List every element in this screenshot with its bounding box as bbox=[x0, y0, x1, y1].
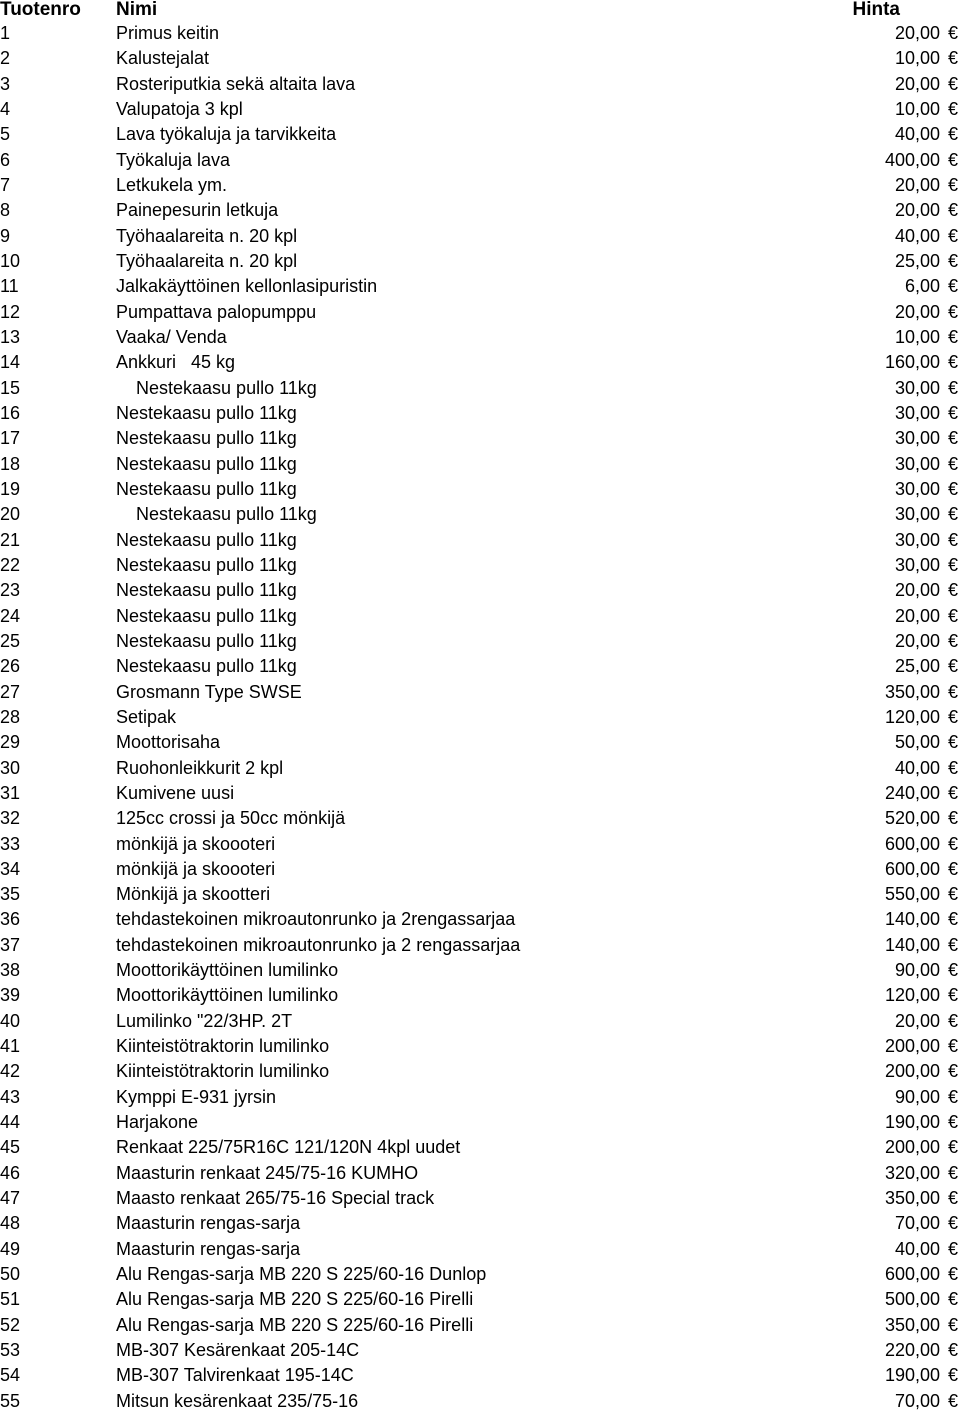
product-name: Alu Rengas-sarja MB 220 S 225/60-16 Pirelli bbox=[116, 1289, 474, 1310]
currency-symbol: € bbox=[947, 98, 958, 119]
product-name: Setipak bbox=[116, 706, 177, 727]
product-name: Kiinteistötraktorin lumilinko bbox=[116, 1061, 330, 1082]
product-price: 30,00 bbox=[894, 504, 940, 525]
product-price: 20,00 bbox=[894, 605, 940, 626]
currency-symbol: € bbox=[947, 250, 958, 271]
product-price: 550,00 bbox=[884, 884, 940, 905]
product-name: Alu Rengas-sarja MB 220 S 225/60-16 Dunlop bbox=[116, 1264, 487, 1285]
table-row bbox=[0, 528, 960, 553]
currency-symbol: € bbox=[947, 554, 958, 575]
product-name: Primus keitin bbox=[116, 23, 220, 43]
product-name: Nestekaasu pullo 11kg bbox=[116, 428, 297, 449]
product-name: Ankkuri 45 kg bbox=[116, 352, 236, 373]
product-price: 350,00 bbox=[884, 1188, 940, 1209]
header-price: Hinta bbox=[852, 0, 900, 20]
table-row bbox=[0, 1186, 960, 1211]
currency-symbol: € bbox=[947, 1188, 958, 1209]
table-row bbox=[0, 629, 960, 654]
currency-symbol: € bbox=[947, 1264, 958, 1285]
currency-symbol: € bbox=[947, 960, 958, 981]
product-number: 7 bbox=[0, 174, 11, 195]
product-number: 48 bbox=[0, 1213, 21, 1234]
product-price: 20,00 bbox=[894, 301, 940, 322]
product-name: Jalkakäyttöinen kellonlasipuristin bbox=[116, 276, 378, 297]
product-number: 45 bbox=[0, 1137, 21, 1158]
table-row bbox=[0, 97, 960, 122]
product-price: 20,00 bbox=[894, 580, 940, 601]
table-row bbox=[0, 300, 960, 325]
table-row bbox=[0, 1110, 960, 1135]
currency-symbol: € bbox=[947, 1314, 958, 1335]
product-price: 200,00 bbox=[884, 1061, 940, 1082]
product-price: 30,00 bbox=[894, 428, 940, 449]
product-name: Renkaat 225/75R16C 121/120N 4kpl uudet bbox=[116, 1137, 461, 1158]
currency-symbol: € bbox=[947, 884, 958, 905]
product-name: Kalustejalat bbox=[116, 48, 210, 69]
product-name: MB-307 Talvirenkaat 195-14C bbox=[116, 1365, 354, 1386]
product-name: Grosmann Type SWSE bbox=[116, 681, 302, 702]
product-price: 220,00 bbox=[884, 1340, 940, 1361]
product-number: 27 bbox=[0, 681, 21, 702]
product-number: 49 bbox=[0, 1238, 21, 1259]
product-name: MB-307 Kesärenkaat 205-14C bbox=[116, 1340, 360, 1361]
product-price: 30,00 bbox=[894, 478, 940, 499]
product-name: Maasturin rengas-sarja bbox=[116, 1213, 301, 1234]
product-price: 10,00 bbox=[894, 48, 940, 69]
currency-symbol: € bbox=[947, 428, 958, 449]
product-number: 25 bbox=[0, 630, 21, 651]
currency-symbol: € bbox=[947, 1036, 958, 1057]
product-price: 30,00 bbox=[894, 402, 940, 423]
currency-symbol: € bbox=[947, 909, 958, 930]
product-price: 30,00 bbox=[894, 377, 940, 398]
table-row bbox=[0, 958, 960, 983]
product-price: 140,00 bbox=[884, 909, 940, 930]
product-number: 46 bbox=[0, 1162, 21, 1183]
currency-symbol: € bbox=[947, 1112, 958, 1133]
product-number: 30 bbox=[0, 757, 21, 778]
table-row bbox=[0, 1389, 960, 1414]
product-price: 30,00 bbox=[894, 529, 940, 550]
currency-symbol: € bbox=[947, 1365, 958, 1386]
product-name: Moottorisaha bbox=[116, 732, 221, 753]
product-name: Pumpattava palopumppu bbox=[116, 301, 317, 322]
table-row bbox=[0, 1161, 960, 1186]
table-row bbox=[0, 21, 960, 46]
currency-symbol: € bbox=[947, 326, 958, 347]
table-row bbox=[0, 882, 960, 907]
product-number: 47 bbox=[0, 1188, 21, 1209]
table-row bbox=[0, 1085, 960, 1110]
table-row bbox=[0, 756, 960, 781]
product-number: 29 bbox=[0, 732, 21, 753]
currency-symbol: € bbox=[947, 174, 958, 195]
currency-symbol: € bbox=[947, 706, 958, 727]
table-row bbox=[0, 1059, 960, 1084]
product-name: Letkukela ym. bbox=[116, 174, 228, 195]
product-price: 600,00 bbox=[884, 858, 940, 879]
currency-symbol: € bbox=[947, 276, 958, 297]
table-row bbox=[0, 781, 960, 806]
product-price: 160,00 bbox=[884, 352, 940, 373]
product-name: Maasturin renkaat 245/75-16 KUMHO bbox=[116, 1162, 419, 1183]
product-number: 17 bbox=[0, 428, 21, 449]
product-number: 8 bbox=[0, 200, 11, 221]
table-row bbox=[0, 983, 960, 1008]
product-number: 13 bbox=[0, 326, 21, 347]
product-number: 3 bbox=[0, 73, 11, 94]
product-price: 20,00 bbox=[894, 630, 940, 651]
product-number: 36 bbox=[0, 909, 21, 930]
table-row bbox=[0, 578, 960, 603]
product-number: 15 bbox=[0, 377, 21, 398]
table-row bbox=[0, 46, 960, 71]
currency-symbol: € bbox=[947, 656, 958, 677]
currency-symbol: € bbox=[947, 1390, 958, 1411]
table-row bbox=[0, 198, 960, 223]
product-name: Rosteriputkia sekä altaita lava bbox=[116, 73, 356, 94]
table-row bbox=[0, 502, 960, 527]
product-number: 21 bbox=[0, 529, 21, 550]
table-row bbox=[0, 173, 960, 198]
product-name: Nestekaasu pullo 11kg bbox=[116, 504, 317, 525]
table-row bbox=[0, 705, 960, 730]
product-price: 40,00 bbox=[894, 225, 940, 246]
product-number: 39 bbox=[0, 985, 21, 1006]
product-name: Mitsun kesärenkaat 235/75-16 bbox=[116, 1390, 359, 1411]
product-number: 28 bbox=[0, 706, 21, 727]
product-price: 10,00 bbox=[894, 326, 940, 347]
currency-symbol: € bbox=[947, 124, 958, 145]
currency-symbol: € bbox=[947, 200, 958, 221]
currency-symbol: € bbox=[947, 48, 958, 69]
product-number: 10 bbox=[0, 250, 21, 271]
currency-symbol: € bbox=[947, 1010, 958, 1031]
product-number: 42 bbox=[0, 1061, 21, 1082]
currency-symbol: € bbox=[947, 1137, 958, 1158]
table-row bbox=[0, 376, 960, 401]
currency-symbol: € bbox=[947, 478, 958, 499]
table-row bbox=[0, 907, 960, 932]
currency-symbol: € bbox=[947, 808, 958, 829]
product-name: Valupatoja 3 kpl bbox=[116, 98, 243, 119]
product-number: 53 bbox=[0, 1340, 21, 1361]
currency-symbol: € bbox=[947, 681, 958, 702]
product-price: 30,00 bbox=[894, 554, 940, 575]
product-number: 52 bbox=[0, 1314, 21, 1335]
product-number: 50 bbox=[0, 1264, 21, 1285]
product-price: 600,00 bbox=[884, 1264, 940, 1285]
product-price: 350,00 bbox=[884, 1314, 940, 1335]
product-number: 14 bbox=[0, 352, 21, 373]
product-name: Nestekaasu pullo 11kg bbox=[116, 402, 297, 423]
table-row bbox=[0, 1237, 960, 1262]
product-name: Nestekaasu pullo 11kg bbox=[116, 554, 297, 575]
currency-symbol: € bbox=[947, 580, 958, 601]
product-number: 4 bbox=[0, 98, 11, 119]
currency-symbol: € bbox=[947, 858, 958, 879]
currency-symbol: € bbox=[947, 985, 958, 1006]
table-row bbox=[0, 1338, 960, 1363]
table-row bbox=[0, 72, 960, 97]
product-number: 11 bbox=[0, 276, 19, 297]
product-name: Työkaluja lava bbox=[116, 149, 231, 170]
table-row bbox=[0, 224, 960, 249]
product-name: 125cc crossi ja 50cc mönkijä bbox=[116, 808, 346, 829]
table-row bbox=[0, 426, 960, 451]
table-row bbox=[0, 806, 960, 831]
product-price: 350,00 bbox=[884, 681, 940, 702]
table-row bbox=[0, 1009, 960, 1034]
product-name: Lava työkaluja ja tarvikkeita bbox=[116, 124, 337, 145]
product-name: Mönkijä ja skootteri bbox=[116, 884, 271, 905]
product-name: Nestekaasu pullo 11kg bbox=[116, 529, 297, 550]
product-number: 54 bbox=[0, 1365, 21, 1386]
table-row bbox=[0, 553, 960, 578]
currency-symbol: € bbox=[947, 504, 958, 525]
table-row bbox=[0, 1262, 960, 1287]
product-name: Nestekaasu pullo 11kg bbox=[116, 377, 317, 398]
product-number: 43 bbox=[0, 1086, 21, 1107]
product-name: Nestekaasu pullo 11kg bbox=[116, 605, 297, 626]
product-price: 30,00 bbox=[894, 453, 940, 474]
product-number: 16 bbox=[0, 402, 21, 423]
product-price: 20,00 bbox=[894, 23, 940, 43]
table-row bbox=[0, 350, 960, 375]
product-price: 6,00 bbox=[904, 276, 940, 297]
currency-symbol: € bbox=[947, 1238, 958, 1259]
product-name: mönkijä ja skoooteri bbox=[116, 858, 276, 879]
currency-symbol: € bbox=[947, 225, 958, 246]
product-number: 23 bbox=[0, 580, 21, 601]
product-name: Kiinteistötraktorin lumilinko bbox=[116, 1036, 330, 1057]
product-price: 20,00 bbox=[894, 174, 940, 195]
product-number: 35 bbox=[0, 884, 21, 905]
product-price: 90,00 bbox=[894, 1086, 940, 1107]
table-row bbox=[0, 452, 960, 477]
currency-symbol: € bbox=[947, 605, 958, 626]
product-number: 34 bbox=[0, 858, 21, 879]
product-price: 40,00 bbox=[894, 1238, 940, 1259]
product-price: 520,00 bbox=[884, 808, 940, 829]
table-row bbox=[0, 122, 960, 147]
product-number: 20 bbox=[0, 504, 21, 525]
product-number: 2 bbox=[0, 48, 11, 69]
currency-symbol: € bbox=[947, 1086, 958, 1107]
product-price: 20,00 bbox=[894, 200, 940, 221]
currency-symbol: € bbox=[947, 630, 958, 651]
header-name: Nimi bbox=[116, 0, 158, 20]
product-name: Nestekaasu pullo 11kg bbox=[116, 656, 297, 677]
product-price: 70,00 bbox=[894, 1213, 940, 1234]
product-number: 44 bbox=[0, 1112, 21, 1133]
product-name: Ruohonleikkurit 2 kpl bbox=[116, 757, 284, 778]
product-name: Nestekaasu pullo 11kg bbox=[116, 580, 297, 601]
product-number: 41 bbox=[0, 1036, 21, 1057]
product-name: Harjakone bbox=[116, 1112, 199, 1133]
table-row bbox=[0, 1135, 960, 1160]
item-list bbox=[0, 21, 960, 1414]
table-row bbox=[0, 1034, 960, 1059]
table-row bbox=[0, 1287, 960, 1312]
product-name: Moottorikäyttöinen lumilinko bbox=[116, 960, 339, 981]
product-number: 1 bbox=[0, 23, 11, 43]
product-name: Kumivene uusi bbox=[116, 782, 235, 803]
table-row bbox=[0, 1363, 960, 1388]
product-number: 6 bbox=[0, 149, 11, 170]
table-row bbox=[0, 857, 960, 882]
currency-symbol: € bbox=[947, 1162, 958, 1183]
currency-symbol: € bbox=[947, 352, 958, 373]
product-number: 33 bbox=[0, 833, 21, 854]
table-row bbox=[0, 148, 960, 173]
currency-symbol: € bbox=[947, 149, 958, 170]
currency-symbol: € bbox=[947, 1213, 958, 1234]
table-row bbox=[0, 654, 960, 679]
product-price: 20,00 bbox=[894, 73, 940, 94]
product-number: 38 bbox=[0, 960, 21, 981]
table-row bbox=[0, 604, 960, 629]
product-price: 120,00 bbox=[884, 985, 940, 1006]
table-row bbox=[0, 325, 960, 350]
product-number: 37 bbox=[0, 934, 21, 955]
table-row bbox=[0, 477, 960, 502]
table-row bbox=[0, 1313, 960, 1338]
product-price: 500,00 bbox=[884, 1289, 940, 1310]
product-name: Työhaalareita n. 20 kpl bbox=[116, 250, 298, 271]
product-number: 18 bbox=[0, 453, 21, 474]
product-name: Moottorikäyttöinen lumilinko bbox=[116, 985, 339, 1006]
product-number: 5 bbox=[0, 124, 11, 145]
product-name: Painepesurin letkuja bbox=[116, 200, 279, 221]
header-product-number: Tuotenro bbox=[0, 0, 81, 20]
product-price: 400,00 bbox=[884, 149, 940, 170]
product-name: Nestekaasu pullo 11kg bbox=[116, 630, 297, 651]
product-number: 12 bbox=[0, 301, 21, 322]
product-name: tehdastekoinen mikroautonrunko ja 2rengassarjaa bbox=[116, 909, 516, 930]
currency-symbol: € bbox=[947, 23, 958, 43]
table-row bbox=[0, 1211, 960, 1236]
product-price: 25,00 bbox=[894, 250, 940, 271]
product-name: tehdastekoinen mikroautonrunko ja 2 rengassarjaa bbox=[116, 934, 521, 955]
table-row bbox=[0, 730, 960, 755]
table-row bbox=[0, 274, 960, 299]
product-number: 24 bbox=[0, 605, 21, 626]
currency-symbol: € bbox=[947, 453, 958, 474]
product-price: 25,00 bbox=[894, 656, 940, 677]
currency-symbol: € bbox=[947, 301, 958, 322]
table-row bbox=[0, 680, 960, 705]
product-name: Alu Rengas-sarja MB 220 S 225/60-16 Pirelli bbox=[116, 1314, 474, 1335]
product-number: 51 bbox=[0, 1289, 21, 1310]
product-number: 55 bbox=[0, 1390, 21, 1411]
product-name: Työhaalareita n. 20 kpl bbox=[116, 225, 298, 246]
currency-symbol: € bbox=[947, 1340, 958, 1361]
product-name: Vaaka/ Venda bbox=[116, 326, 227, 347]
table-row bbox=[0, 832, 960, 857]
product-number: 32 bbox=[0, 808, 21, 829]
product-price: 20,00 bbox=[894, 1010, 940, 1031]
product-price: 200,00 bbox=[884, 1036, 940, 1057]
product-price: 190,00 bbox=[884, 1365, 940, 1386]
product-price: 10,00 bbox=[894, 98, 940, 119]
currency-symbol: € bbox=[947, 1289, 958, 1310]
table-row bbox=[0, 933, 960, 958]
currency-symbol: € bbox=[947, 757, 958, 778]
product-price: 120,00 bbox=[884, 706, 940, 727]
product-name: Maasto renkaat 265/75-16 Special track bbox=[116, 1188, 435, 1209]
currency-symbol: € bbox=[947, 732, 958, 753]
currency-symbol: € bbox=[947, 377, 958, 398]
currency-symbol: € bbox=[947, 529, 958, 550]
product-name: Nestekaasu pullo 11kg bbox=[116, 478, 297, 499]
product-price: 240,00 bbox=[884, 782, 940, 803]
currency-symbol: € bbox=[947, 934, 958, 955]
product-price: 320,00 bbox=[884, 1162, 940, 1183]
table-header bbox=[0, 0, 960, 20]
product-price: 40,00 bbox=[894, 124, 940, 145]
table-row bbox=[0, 401, 960, 426]
currency-symbol: € bbox=[947, 782, 958, 803]
product-number: 22 bbox=[0, 554, 21, 575]
product-name: Maasturin rengas-sarja bbox=[116, 1238, 301, 1259]
product-price: 40,00 bbox=[894, 757, 940, 778]
product-number: 31 bbox=[0, 782, 21, 803]
product-price: 90,00 bbox=[894, 960, 940, 981]
product-price: 190,00 bbox=[884, 1112, 940, 1133]
product-name: Kymppi E-931 jyrsin bbox=[116, 1086, 277, 1107]
product-name: Nestekaasu pullo 11kg bbox=[116, 453, 297, 474]
product-number: 26 bbox=[0, 656, 21, 677]
product-price: 200,00 bbox=[884, 1137, 940, 1158]
product-name: Lumilinko "22/3HP. 2T bbox=[116, 1010, 293, 1031]
product-name: mönkijä ja skoooteri bbox=[116, 833, 276, 854]
product-price: 140,00 bbox=[884, 934, 940, 955]
product-price: 600,00 bbox=[884, 833, 940, 854]
currency-symbol: € bbox=[947, 402, 958, 423]
currency-symbol: € bbox=[947, 73, 958, 94]
product-number: 9 bbox=[0, 225, 11, 246]
product-number: 19 bbox=[0, 478, 21, 499]
table-row bbox=[0, 249, 960, 274]
product-number: 40 bbox=[0, 1010, 21, 1031]
currency-symbol: € bbox=[947, 1061, 958, 1082]
product-price: 70,00 bbox=[894, 1390, 940, 1411]
currency-symbol: € bbox=[947, 833, 958, 854]
product-price: 50,00 bbox=[894, 732, 940, 753]
